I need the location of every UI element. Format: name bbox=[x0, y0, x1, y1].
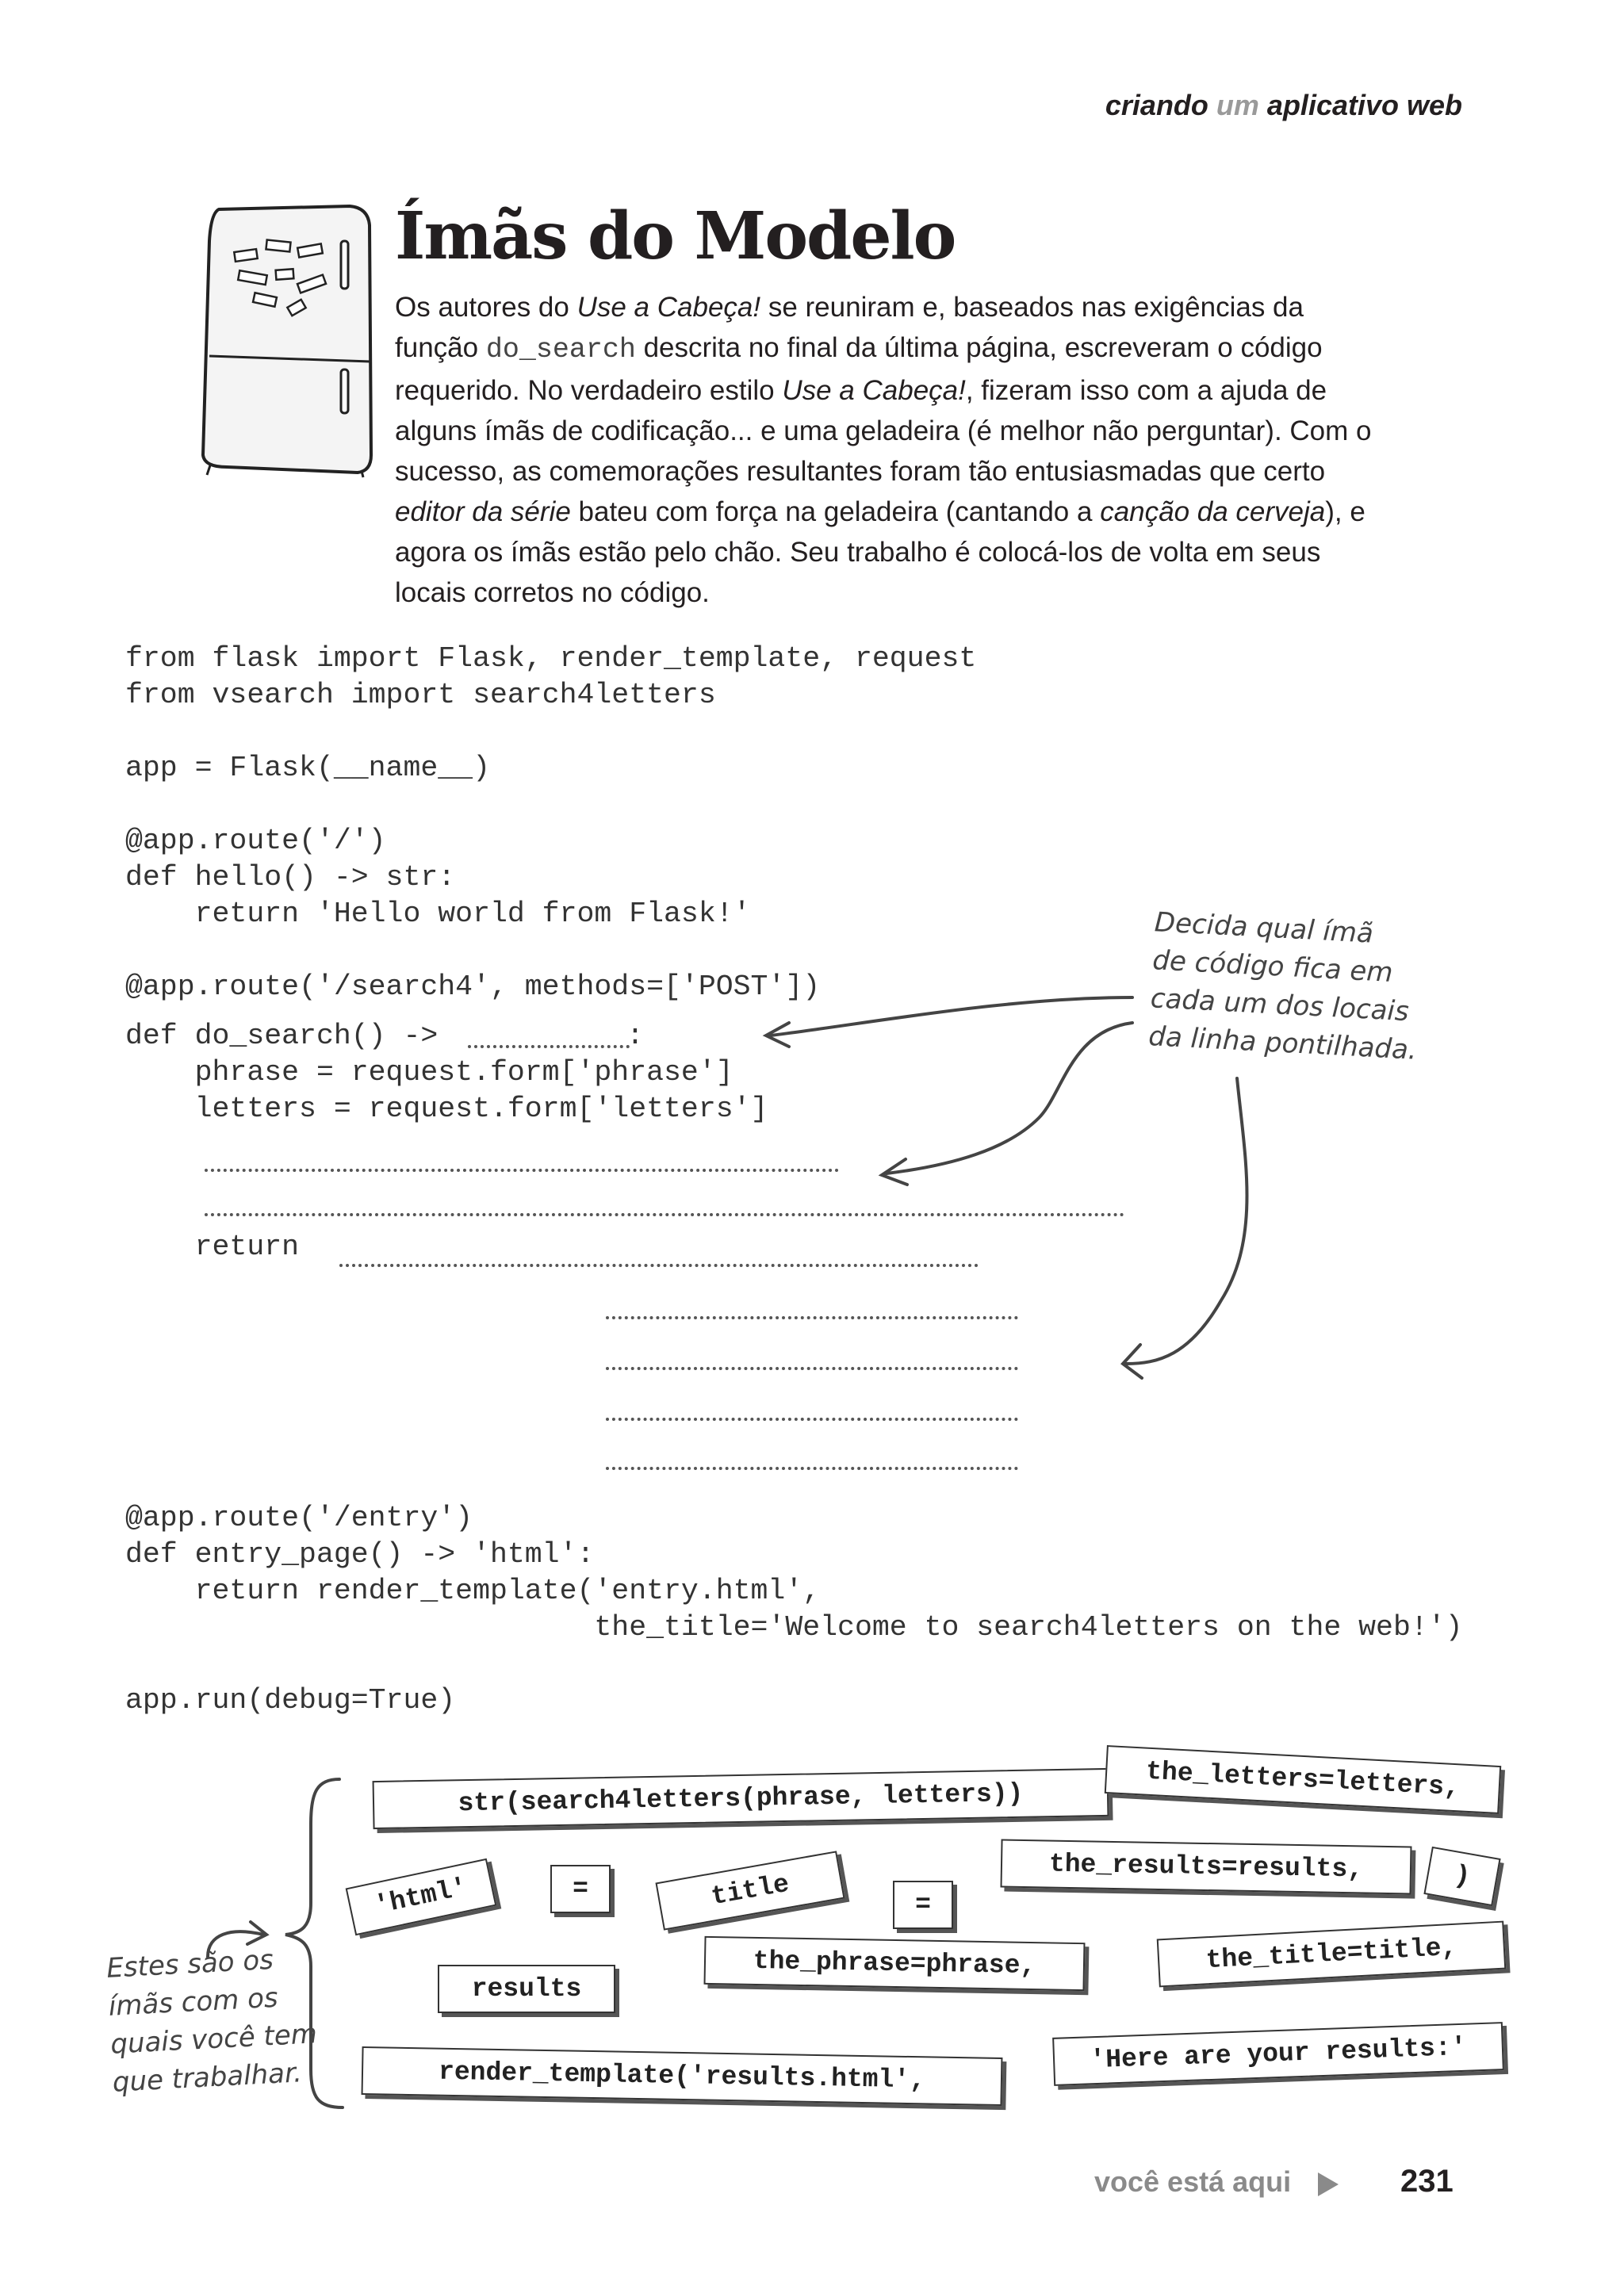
code-magnet[interactable]: the_letters=letters, bbox=[1105, 1745, 1502, 1814]
magnet-slot[interactable] bbox=[606, 1367, 1018, 1370]
running-header bbox=[1105, 89, 1462, 122]
code-magnet[interactable]: = bbox=[550, 1865, 611, 1913]
triangle-icon bbox=[1318, 2172, 1339, 2196]
code-line: app.run(debug=True) bbox=[125, 1684, 456, 1717]
code-line: @app.route('/search4', methods=['POST']) bbox=[125, 970, 821, 1003]
header-part-2: um bbox=[1216, 89, 1259, 121]
code-line-end: : bbox=[626, 1020, 644, 1052]
magnet-slot[interactable] bbox=[606, 1316, 1018, 1319]
fridge-icon bbox=[195, 193, 377, 479]
intro-s3-italic: Use a Cabeça! bbox=[782, 375, 966, 406]
arrow-head-icon bbox=[882, 1159, 907, 1185]
code-magnet[interactable]: the_phrase=phrase, bbox=[704, 1936, 1086, 1991]
magnet-slot[interactable] bbox=[468, 1045, 630, 1048]
magnet-slot[interactable] bbox=[339, 1264, 979, 1267]
magnets-note: Estes são os ímãs com os quais você tem que trabalhar. bbox=[105, 1943, 318, 2099]
magnet-slot[interactable] bbox=[606, 1418, 1018, 1421]
code-magnet[interactable]: 'html' bbox=[346, 1859, 497, 1936]
code-magnet[interactable]: str(search4letters(phrase, letters)) bbox=[373, 1768, 1109, 1829]
code-magnet[interactable]: render_template('results.html', bbox=[362, 2046, 1003, 2106]
intro-s4: , fizeram isso com a ajuda de alguns ímãs de codificação... e uma geladeira (é melhor não perguntar). Com o sucesso, as comemorações resultantes foram tão entusiasmadas que certo bbox=[395, 375, 1372, 487]
arrow-icon bbox=[1126, 1078, 1247, 1364]
intro-s5: bateu com força na geladeira (cantando a bbox=[570, 496, 1101, 527]
code-line: from flask import Flask, render_template, request bbox=[125, 642, 977, 675]
arrow-icon bbox=[887, 1023, 1132, 1173]
intro-paragraph bbox=[395, 287, 1394, 613]
code-magnet[interactable]: 'Here are your results:' bbox=[1052, 2022, 1504, 2086]
intro-code: do_search bbox=[485, 334, 636, 366]
code-line: the_title='Welcome to search4letters on the web!') bbox=[125, 1611, 1463, 1644]
intro-s1: Os autores do bbox=[395, 292, 577, 323]
code-line: return bbox=[125, 1231, 300, 1263]
footer-label: você está aqui bbox=[1094, 2165, 1292, 2198]
intro-s4-italic: editor da série bbox=[395, 496, 571, 527]
code-line: def hello() -> str: bbox=[125, 861, 456, 894]
code-magnet[interactable]: results bbox=[438, 1965, 615, 2013]
intro-s6: ), e agora os ímãs estão pelo chão. Seu trabalho é colocá-los de volta em seus locais corretos no código. bbox=[395, 496, 1365, 608]
magnet-slot[interactable] bbox=[205, 1169, 839, 1172]
code-magnet[interactable]: = bbox=[893, 1881, 953, 1929]
code-line: @app.route('/') bbox=[125, 825, 386, 857]
code-line: return render_template('entry.html', bbox=[125, 1575, 821, 1607]
page-title: Ímãs do Modelo bbox=[395, 198, 956, 274]
code-line: letters = request.form['letters'] bbox=[125, 1093, 768, 1125]
intro-s1-italic: Use a Cabeça! bbox=[576, 292, 761, 323]
instruction-note: Decida qual ímã de código fica em cada um dos locais da linha pontilhada. bbox=[1147, 906, 1418, 1066]
arrow-head-icon bbox=[766, 1023, 789, 1047]
code-line: app = Flask(__name__) bbox=[125, 752, 490, 784]
header-part-1: criando bbox=[1105, 89, 1216, 121]
arrow-icon bbox=[771, 997, 1132, 1035]
code-magnet[interactable]: title bbox=[655, 1851, 845, 1930]
code-line: from vsearch import search4letters bbox=[125, 679, 716, 711]
code-magnet[interactable]: the_results=results, bbox=[1001, 1839, 1412, 1894]
intro-s5-italic: canção da cerveja bbox=[1100, 496, 1326, 527]
intro-s3: descrita no final da última página, escreveram o código requerido. No verdadeiro estilo bbox=[395, 332, 1323, 406]
code-line: return 'Hello world from Flask!' bbox=[125, 898, 751, 930]
code-magnet[interactable]: the_title=title, bbox=[1157, 1921, 1507, 1988]
intro-s2: se reuniram e, baseados nas exigências da função bbox=[395, 292, 1304, 363]
code-line: phrase = request.form['phrase'] bbox=[125, 1056, 733, 1089]
code-magnet[interactable]: ) bbox=[1423, 1847, 1500, 1906]
code-line: def do_search() -> bbox=[125, 1020, 456, 1052]
header-part-3: aplicativo web bbox=[1258, 89, 1462, 121]
magnet-slot[interactable] bbox=[606, 1467, 1018, 1470]
arrow-head-icon bbox=[1123, 1345, 1142, 1378]
magnet-slot[interactable] bbox=[205, 1213, 1124, 1216]
code-line: def entry_page() -> 'html': bbox=[125, 1538, 595, 1571]
page-number: 231 bbox=[1400, 2164, 1454, 2199]
code-line: @app.route('/entry') bbox=[125, 1502, 473, 1534]
